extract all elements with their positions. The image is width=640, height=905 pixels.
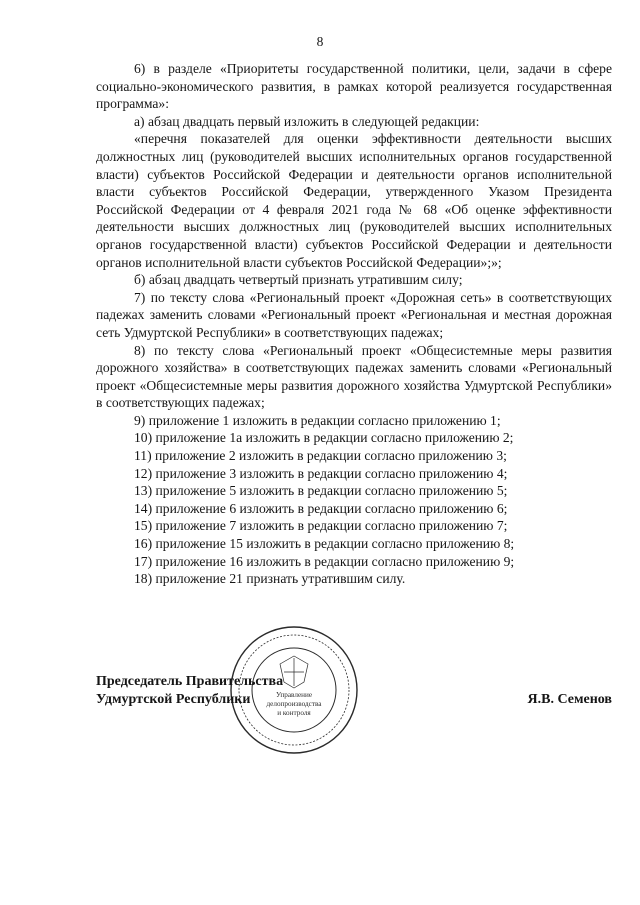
paragraph-6: 6) в разделе «Приоритеты государственной политики, цели, задачи в сфере социально-экономического развития, в рамках которой реализуется государственная программа»:: [96, 61, 612, 112]
signatory-title: [96, 673, 283, 709]
paragraph-6a: а) абзац двадцать первый изложить в следующей редакции:: [134, 113, 480, 129]
list-item: 17) приложение 16 изложить в редакции согласно приложению 9;: [134, 553, 515, 569]
list-item: 12) приложение 3 изложить в редакции согласно приложению 4;: [134, 465, 508, 481]
list-item: 11) приложение 2 изложить в редакции согласно приложению 3;: [134, 448, 507, 464]
stamp-line-1: Управление: [275, 691, 313, 699]
signature-block: [96, 673, 612, 713]
paragraph-8: 8) по тексту слова «Региональный проект «Общесистемные меры развития дорожного хозяйства» в соответствующих падежах заменить словами «Региональный проект «Общесистемные меры развития дорожного хозяйства Удмуртской Республики» в соответствующих падежах;: [96, 342, 612, 411]
list-item: 18) приложение 21 признать утратившим силу.: [134, 571, 406, 587]
signatory-title-line2: Удмуртской Республики: [96, 692, 251, 707]
paragraph-6a-quote: «перечня показателей для оценки эффективности деятельности высших должностных лиц (руководителей высших исполнительных органов государственной власти) субъектов Российской Федерации и деятельности органов исполнительной власти субъектов Российской Федерации, утвержденного Указом Президента Российской Федерации от 4 февраля 2021 года № 68 «Об оценке эффективности деятельности высших должностных лиц (руководителей высших исполнительных органов государственной власти) субъектов Российской Федерации и деятельности органов исполнительной власти субъектов Российской Федерации»;»;: [96, 131, 612, 270]
signatory-name: Я.В. Семенов: [527, 692, 612, 707]
paragraph-6b: б) абзац двадцать четвертый признать утратившим силу;: [134, 272, 463, 288]
list-item: 13) приложение 5 изложить в редакции согласно приложению 5;: [134, 483, 508, 499]
list-item: 16) приложение 15 изложить в редакции согласно приложению 8;: [134, 536, 515, 552]
document-body: [96, 60, 612, 588]
stamp-line-3: и контроля: [277, 709, 311, 717]
list-item: 15) приложение 7 изложить в редакции согласно приложению 7;: [134, 518, 508, 534]
signatory-title-line1: Председатель Правительства: [96, 674, 284, 689]
page-number: 8: [316, 34, 324, 49]
list-item: 10) приложение 1а изложить в редакции согласно приложению 2;: [134, 430, 514, 446]
stamp-line-2: делопроизводства: [266, 700, 322, 708]
paragraph-7: 7) по тексту слова «Региональный проект «Дорожная сеть» в соответствующих падежах заменить словами «Региональный проект «Региональная и местная дорожная сеть Удмуртской Республики» в соответствующих падежах;: [96, 289, 612, 340]
list-item: 9) приложение 1 изложить в редакции согласно приложению 1;: [134, 412, 501, 428]
list-item: 14) приложение 6 изложить в редакции согласно приложению 6;: [134, 500, 508, 516]
